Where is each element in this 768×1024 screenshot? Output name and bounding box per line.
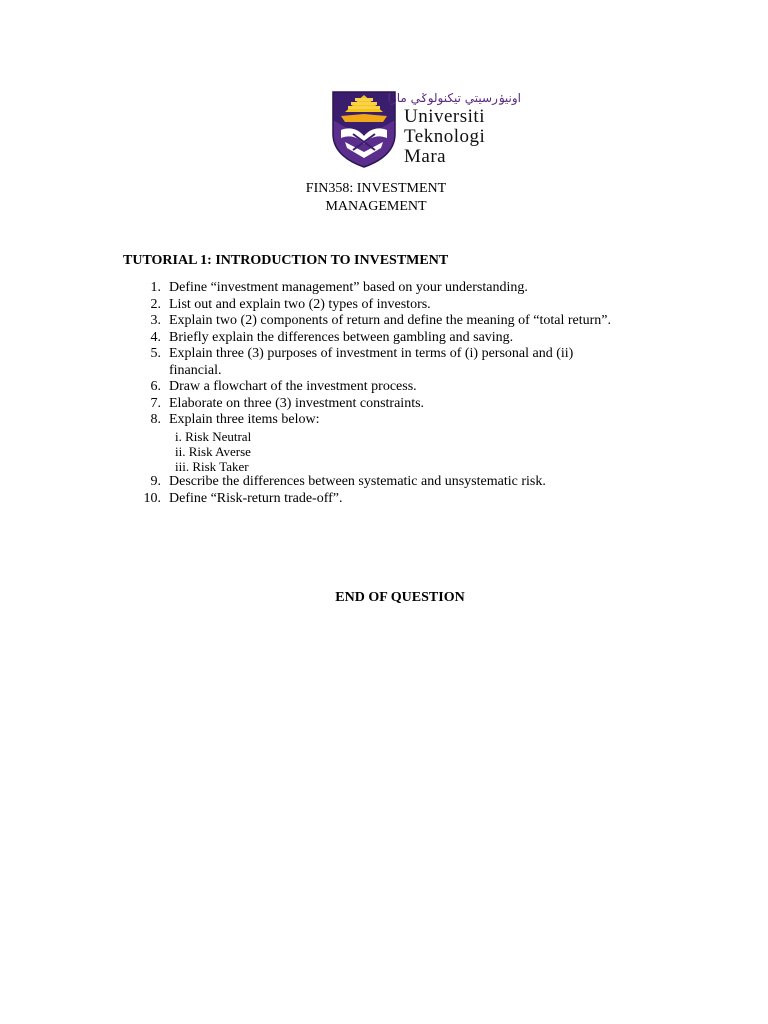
course-title [250,180,502,216]
question-item [137,346,627,379]
university-name-line: Teknologi [404,126,486,147]
question-item [137,491,627,508]
question-item [137,396,627,413]
question-text: Briefly explain the differences between gambling and saving. [169,329,514,345]
university-logo [331,90,523,168]
question-item [137,280,627,297]
question-number: 1. [150,280,161,295]
sub-item: iii. Risk Taker [175,459,249,475]
question-number: 7. [150,395,161,411]
end-of-question: END OF QUESTION [335,590,465,605]
question-text: Draw a flowchart of the investment process. [169,379,417,394]
university-name-line: Universiti [404,106,485,127]
question-item [137,313,627,330]
question-text: Define “Risk-return trade-off”. [169,490,343,506]
question-text: Explain three items below: [169,412,320,427]
university-name [404,107,485,167]
question-text: List out and explain two (2) types of investors. [169,296,431,312]
question-number: 8. [150,412,161,427]
university-arabic-name: اونيۏرسيتي تيكنولوݢي مارا [387,91,521,105]
question-list [137,280,627,507]
question-number: 6. [150,379,161,394]
question-item [137,474,627,491]
question-item [137,330,627,347]
question-number: 2. [150,296,161,312]
course-title-line1: FIN358: INVESTMENT [305,181,447,196]
question-text: Explain three (3) purposes of investment in terms of (i) personal and (ii) financial. [169,346,574,378]
question-number: 3. [150,313,161,328]
question-text: Explain two (2) components of return and define the meaning of “total return”. [169,313,612,328]
question-text: Define “investment management” based on your understanding. [169,280,528,295]
tutorial-title: TUTORIAL 1: INTRODUCTION TO INVESTMENT [123,253,449,268]
question-number: 9. [150,474,161,490]
question-item [137,412,627,474]
university-name-line: Mara [404,146,447,167]
sub-item: i. Risk Neutral [175,428,252,444]
question-item [137,297,627,314]
question-text: Elaborate on three (3) investment constraints. [169,395,425,411]
question-number: 5. [150,346,161,361]
question-item [137,379,627,396]
question-number: 4. [150,329,161,345]
question-text: Describe the differences between systematic and unsystematic risk. [169,474,546,490]
sub-item: ii. Risk Averse [175,443,251,459]
sub-item-list [169,429,627,475]
question-number: 10. [143,490,161,506]
course-title-line2: MANAGEMENT [325,199,427,214]
